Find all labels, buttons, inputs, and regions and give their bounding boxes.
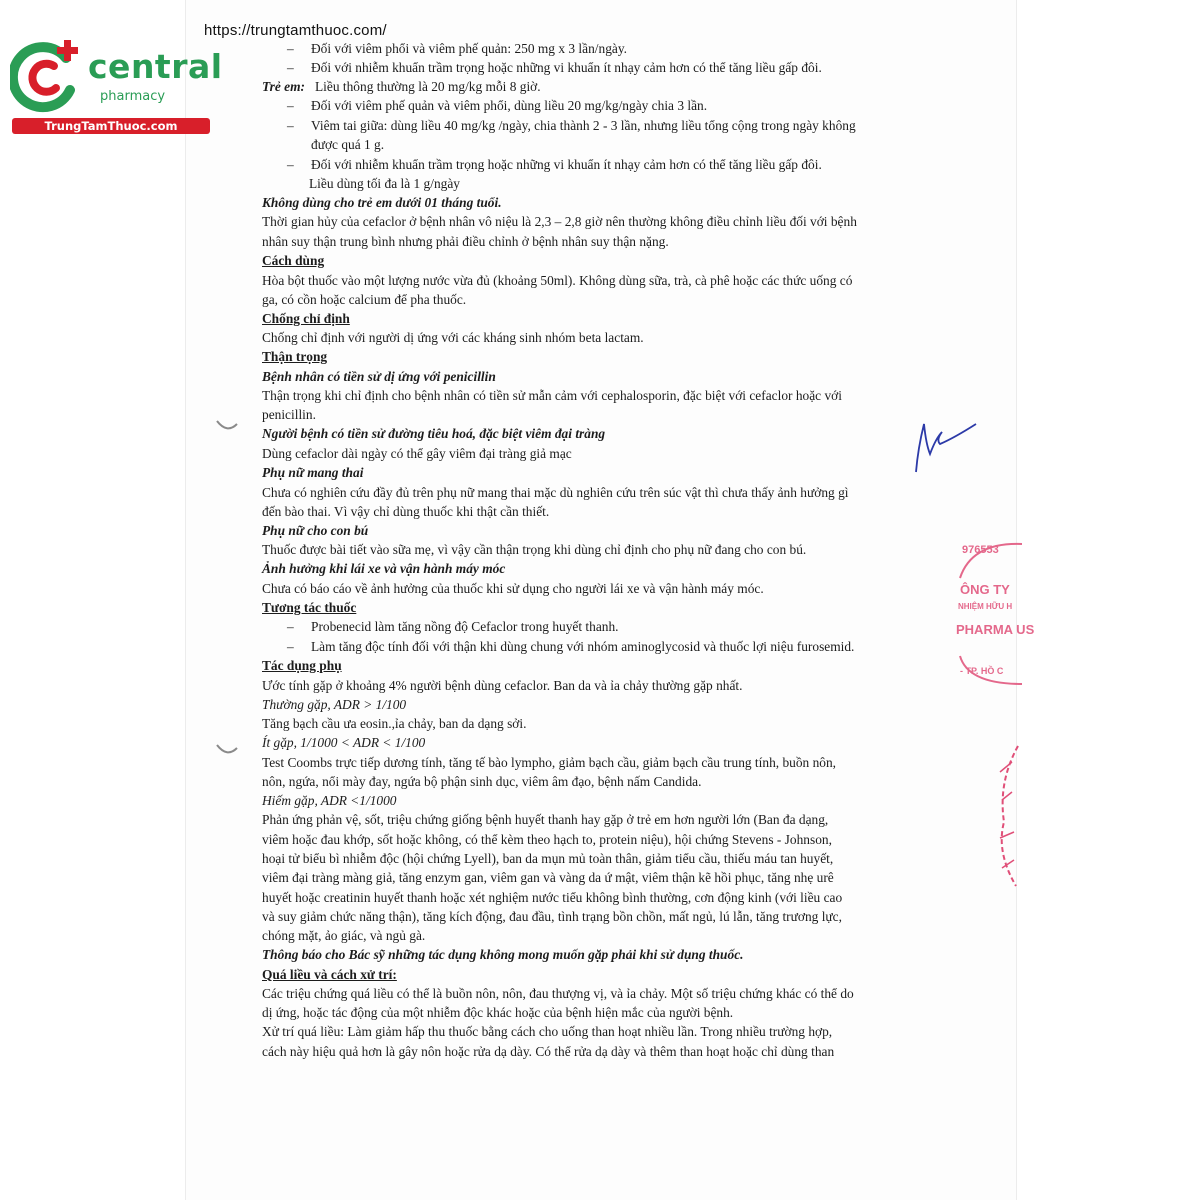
text-line: Hòa bột thuốc vào một lượng nước vừa đủ (khoảng 50ml). Không dùng sữa, trà, cà phê hoặc các thức uống có bbox=[262, 273, 853, 288]
section-heading: Tác dụng phụ bbox=[262, 658, 342, 673]
punch-hole-mark bbox=[214, 742, 240, 758]
text-line: dị ứng, hoặc tác động của một nhiễm độc khác hoặc của bệnh hiện mắc của người bệnh. bbox=[262, 1005, 734, 1020]
text-line: Viêm tai giữa: dùng liều 40 mg/kg /ngày, chia thành 2 - 3 lần, nhưng liều tổng cộng trong ngày không bbox=[311, 118, 856, 133]
dash-bullet: – bbox=[287, 41, 294, 56]
dash-bullet: – bbox=[287, 118, 294, 133]
text-line: hoại tử biểu bì nhiễm độc (hội chứng Lyell), ban da mụn mủ toàn thân, giảm tiểu cầu, thiếu máu tan huyết, bbox=[262, 851, 834, 866]
text-line: viêm hoặc đau khớp, sốt hoặc không, có thể kèm theo hạch to, protein niệu), hội chứng Stevens - Johnson, bbox=[262, 832, 832, 847]
text-line: được quá 1 g. bbox=[311, 137, 385, 152]
section-label: Trẻ em: bbox=[262, 79, 306, 94]
text-line: nhân suy thận trung bình nhưng phải điều chỉnh ở bệnh nhân suy thận nặng. bbox=[262, 234, 669, 249]
text-line: và suy giảm chức năng thận), tăng kích động, đau đầu, tình trạng bồn chồn, mất ngủ, lú lẫn, tăng trương lực, bbox=[262, 909, 842, 924]
text-line: Đối với nhiễm khuẩn trầm trọng hoặc những vi khuẩn ít nhạy cảm hơn có thể tăng liều gấp đôi. bbox=[311, 157, 822, 172]
dash-bullet: – bbox=[287, 98, 294, 113]
text-line: Đối với viêm phế quản và viêm phổi, dùng liều 20 mg/kg/ngày chia 3 lần. bbox=[311, 98, 708, 113]
text-line: Liều thông thường là 20 mg/kg mỗi 8 giờ. bbox=[315, 79, 541, 94]
text-line: huyết hoặc creatinin huyết thanh hoặc xét nghiệm nước tiểu không bình thường, cơn động kinh (với liều cao bbox=[262, 890, 843, 905]
text-line: Thời gian hủy của cefaclor ở bệnh nhân vô niệu là 2,3 – 2,8 giờ nên thường không điều chỉnh liều đối với bệnh bbox=[262, 214, 857, 229]
section-heading: Thận trọng bbox=[262, 349, 328, 364]
text-line: Thuốc được bài tiết vào sữa mẹ, vì vậy cần thận trọng khi dùng chỉ định cho phụ nữ đang cho con bú. bbox=[262, 542, 807, 557]
partial-seal-mark bbox=[990, 742, 1020, 892]
text-line: penicillin. bbox=[262, 407, 316, 422]
stamp-text: - TP. HỒ C bbox=[960, 666, 1004, 676]
brand-website-bar: TrungTamThuoc.com bbox=[12, 118, 210, 134]
text-line: Thận trọng khi chỉ định cho bệnh nhân có tiền sử mẫn cảm với cephalosporin, đặc biệt với cefaclor hoặc với bbox=[262, 388, 842, 403]
text-line: Ước tính gặp ở khoảng 4% người bệnh dùng cefaclor. Ban da và ỉa chảy thường gặp nhất. bbox=[262, 678, 743, 693]
text-line: đến bào thai. Vì vậy chỉ dùng thuốc khi thật cần thiết. bbox=[262, 504, 550, 519]
text-line: nôn, ngứa, nổi mày đay, ngứa bộ phận sinh dục, viêm âm đạo, bệnh nấm Candida. bbox=[262, 774, 702, 789]
text-line: Chống chỉ định với người dị ứng với các kháng sinh nhóm beta lactam. bbox=[262, 330, 644, 345]
section-subheading: Phụ nữ cho con bú bbox=[262, 523, 369, 538]
company-stamp bbox=[952, 538, 1035, 688]
text-line: viêm đại tràng màng giả, tăng enzym gan, viêm gan và vàng da ứ mật, viêm thận kẽ hồi phục, tăng nhẹ urê bbox=[262, 870, 834, 885]
stamp-text: ÔNG TY bbox=[960, 582, 1010, 597]
section-subheading: Thường gặp, ADR > 1/100 bbox=[262, 697, 407, 712]
dash-bullet: – bbox=[287, 639, 294, 654]
section-subheading: Không dùng cho trẻ em dưới 01 tháng tuổi. bbox=[262, 195, 502, 210]
punch-hole-mark bbox=[214, 418, 240, 434]
section-subheading: Ít gặp, 1/1000 < ADR < 1/100 bbox=[262, 735, 426, 750]
text-line: Probenecid làm tăng nồng độ Cefaclor trong huyết thanh. bbox=[311, 619, 619, 634]
text-line: Đối với viêm phổi và viêm phế quản: 250 mg x 3 lần/ngày. bbox=[311, 41, 628, 56]
stamp-text: NHIỆM HỮU H bbox=[958, 602, 1013, 611]
section-heading: Quá liều và cách xử trí: bbox=[262, 967, 397, 982]
text-line: Làm tăng độc tính đối với thận khi dùng chung với nhóm aminoglycosid và thuốc lợi niệu furosemid. bbox=[311, 639, 855, 654]
section-subheading: Người bệnh có tiền sử đường tiêu hoá, đặc biệt viêm đại tràng bbox=[262, 426, 606, 441]
section-subheading: Bệnh nhân có tiền sử dị ứng với penicillin bbox=[262, 369, 496, 384]
text-line: Các triệu chứng quá liều có thể là buồn nôn, nôn, đau thượng vị, và ỉa chảy. Một số triệu chứng khác có thể do bbox=[262, 986, 854, 1001]
text-line: Xử trí quá liều: Làm giảm hấp thu thuốc bằng cách cho uống than hoạt nhiều lần. Trong nhiều trường hợp, bbox=[262, 1024, 833, 1039]
source-url[interactable]: https://trungtamthuoc.com/ bbox=[204, 22, 387, 39]
section-heading: Chống chỉ định bbox=[262, 311, 350, 326]
dash-bullet: – bbox=[287, 157, 294, 172]
text-line: Test Coombs trực tiếp dương tính, tăng tế bào lympho, giảm bạch cầu, giảm bạch cầu trung tính, buồn nôn, bbox=[262, 755, 837, 770]
text-line: Liều dùng tối đa là 1 g/ngày bbox=[309, 176, 460, 191]
text-line: Phản ứng phản vệ, sốt, triệu chứng giống bệnh huyết thanh hay gặp ở trẻ em hơn người lớn (Ban đa dạng, bbox=[262, 812, 829, 827]
text-line: Tăng bạch cầu ưa eosin.,ỉa chảy, ban da dạng sởi. bbox=[262, 716, 527, 731]
text-line: Dùng cefaclor dài ngày có thể gây viêm đại tràng giả mạc bbox=[262, 446, 572, 461]
section-heading: Cách dùng bbox=[262, 253, 325, 268]
brand-name: central bbox=[88, 47, 223, 86]
text-line: Chưa có nghiên cứu đầy đủ trên phụ nữ mang thai mặc dù nghiên cứu trên súc vật thì chưa thấy ảnh hưởng gì bbox=[262, 485, 849, 500]
text-line: ga, có cồn hoặc calcium để pha thuốc. bbox=[262, 292, 467, 307]
dash-bullet: – bbox=[287, 60, 294, 75]
text-line: Đối với nhiễm khuẩn trầm trọng hoặc những vi khuẩn ít nhạy cảm hơn có thể tăng liều gấp đôi. bbox=[311, 60, 822, 75]
dash-bullet: – bbox=[287, 619, 294, 634]
section-heading: Tương tác thuốc bbox=[262, 600, 357, 615]
text-line: chóng mặt, ảo giác, và ngủ gà. bbox=[262, 928, 426, 943]
text-line: cách này hiệu quả hơn là gây nôn hoặc rửa dạ dày. Có thể rửa dạ dày và thêm than hoạt hoặc chỉ dùng than bbox=[262, 1044, 835, 1059]
section-subheading: Hiếm gặp, ADR <1/1000 bbox=[262, 793, 397, 808]
stamp-text: 976553 bbox=[962, 544, 999, 556]
section-subheading: Ảnh hưởng khi lái xe và vận hành máy móc bbox=[262, 561, 506, 576]
text-line: Chưa có báo cáo về ảnh hưởng của thuốc khi sử dụng cho người lái xe và vận hành máy móc. bbox=[262, 581, 764, 596]
section-subheading: Phụ nữ mang thai bbox=[262, 465, 364, 480]
section-subheading: Thông báo cho Bác sỹ những tác dụng không mong muốn gặp phải khi sử dụng thuốc. bbox=[262, 947, 744, 962]
stamp-text: PHARMA US bbox=[956, 622, 1035, 637]
signature-mark bbox=[906, 418, 982, 478]
brand-subtitle: pharmacy bbox=[100, 89, 166, 104]
